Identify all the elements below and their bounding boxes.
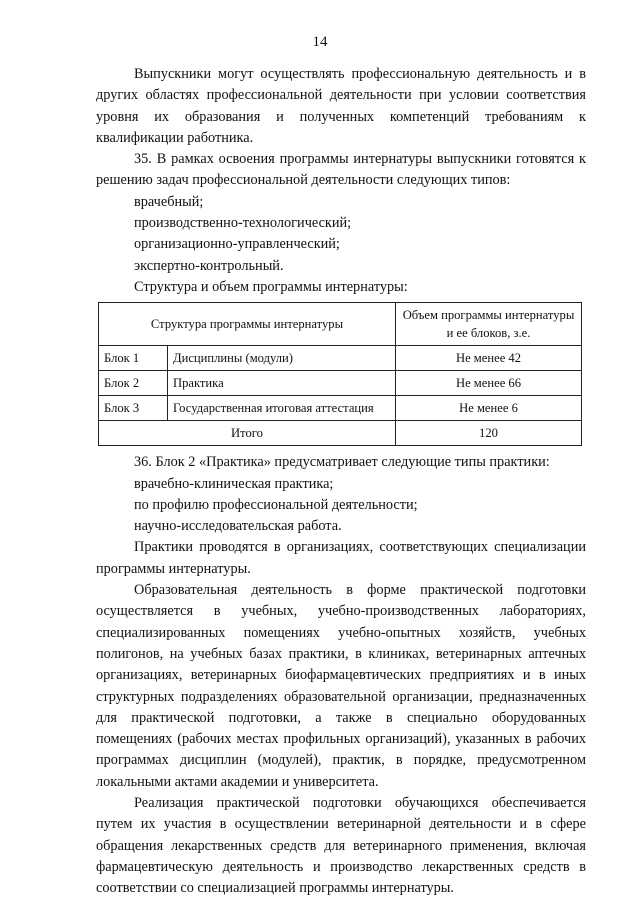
table-total-row	[99, 421, 582, 446]
block-name-cell: Практика	[168, 371, 396, 396]
total-label: Итого	[99, 421, 396, 446]
block-cell: Блок 1	[99, 346, 168, 371]
paragraph-graduates: Выпускники могут осуществлять профессиональную деятельность и в других областях профессиональной деятельности при условии соответствия уровня их образования и полученных компетенций требованиям к квалификации работника.	[96, 66, 586, 146]
paragraph-realization: Реализация практической подготовки обучающихся обеспечивается путем их участия в осуществлении ветеринарной деятельности и в сфере обращения лекарственных средств для ветеринарного применения, включая фармацевтическую деятельность и производство лекарственных средств в соответствии со специализацией программы интернатуры.	[96, 795, 586, 897]
paragraph-practices: Практики проводятся в организациях, соответствующих специализации программы интернатуры.	[96, 539, 586, 577]
document-body	[96, 64, 586, 900]
table-header-row	[99, 303, 582, 346]
list-item-practice: научно-исследовательская работа.	[134, 518, 342, 535]
table-row	[99, 371, 582, 396]
header-volume: Объем программы интернатуры и ее блоков, з.е.	[396, 303, 582, 346]
table-caption: Структура и объем программы интернатуры:	[134, 278, 408, 295]
page-number: 14	[312, 34, 328, 50]
block-volume-cell: Не менее 6	[396, 396, 582, 421]
block-cell: Блок 3	[99, 396, 168, 421]
table-row	[99, 396, 582, 421]
list-item-practice: врачебно-клиническая практика;	[134, 475, 334, 492]
block-name-cell: Дисциплины (модули)	[168, 346, 396, 371]
program-structure-table	[98, 302, 582, 446]
block-volume-cell: Не менее 66	[396, 371, 582, 396]
paragraph-education: Образовательная деятельность в форме практической подготовки осуществляется в учебных, учебно-производственных лабораториях, специализированных помещениях учебно-опытных хозяйств, учебных полигонов, на учебных базах практики, в клиниках, ветеринарных аптечных организациях, ветеринарных биофармацевтических предприятиях и в иных структурных подразделениях образовательной организации, предназначенных для практической подготовки, а также в специально оборудованных помещениях (рабочих местах профильных организаций), указанных в рабочих программах дисциплин (модулей), практик, в порядке, предусмотренном локальными актами академии и университета.	[96, 582, 586, 790]
list-item-type: врачебный;	[134, 193, 204, 210]
paragraph-36: 36. Блок 2 «Практика» предусматривает следующие типы практики:	[134, 454, 550, 471]
total-value: 120	[396, 421, 582, 446]
list-item-practice: по профилю профессиональной деятельности;	[134, 496, 418, 513]
block-name-cell: Государственная итоговая аттестация	[168, 396, 396, 421]
list-item-type: производственно-технологический;	[134, 215, 352, 232]
header-structure: Структура программы интернатуры	[99, 303, 396, 346]
list-item-type: экспертно-контрольный.	[134, 257, 284, 274]
block-cell: Блок 2	[99, 371, 168, 396]
table-row	[99, 346, 582, 371]
paragraph-35: 35. В рамках освоения программы интернатуры выпускники готовятся к решению задач профессиональной деятельности следующих типов:	[96, 151, 586, 189]
list-item-type: организационно-управленческий;	[134, 236, 340, 253]
block-volume-cell: Не менее 42	[396, 346, 582, 371]
